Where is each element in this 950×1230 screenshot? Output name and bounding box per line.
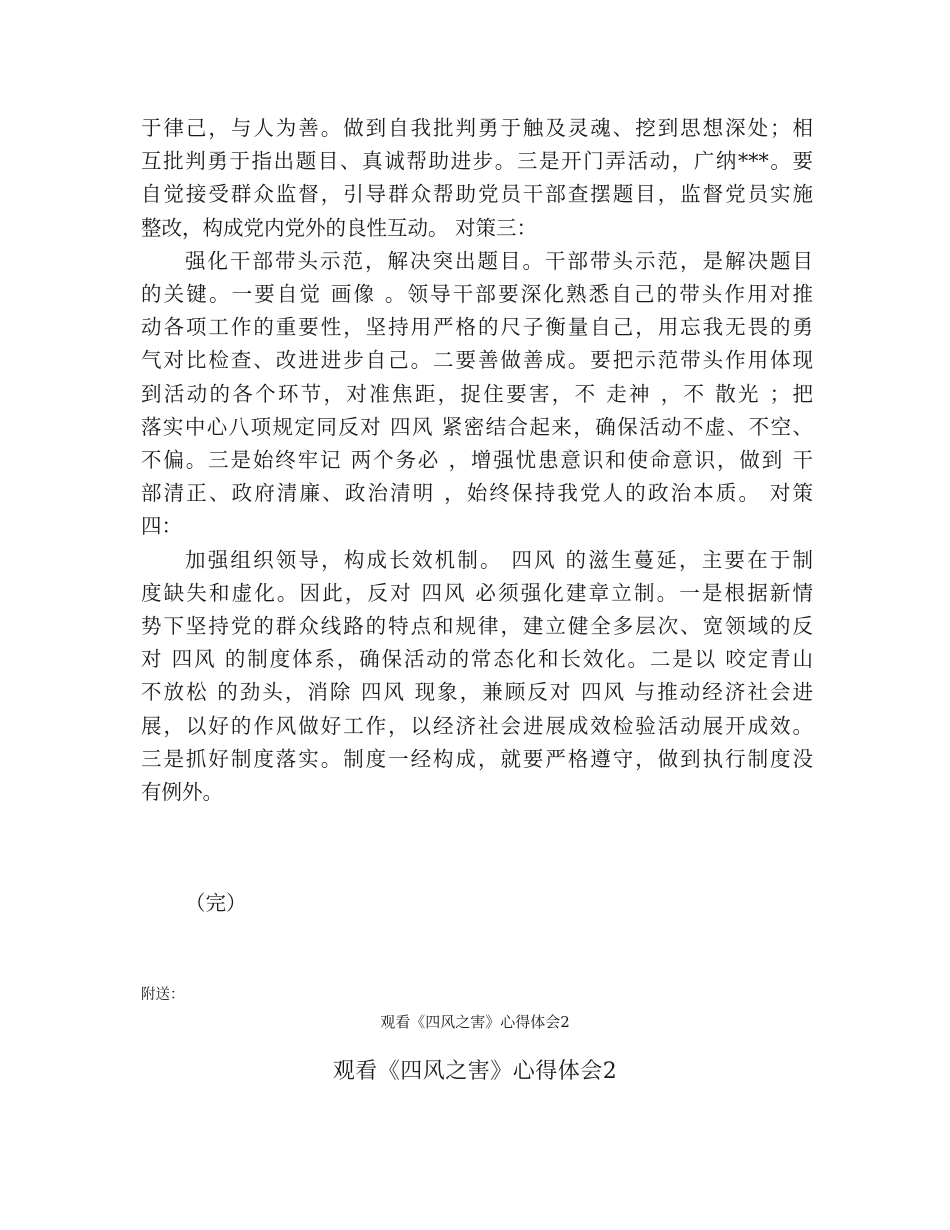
text-line: 落实中心八项规定同反对 四风 紧密结合起来，确保活动不虚、不空、 xyxy=(141,414,813,439)
attachment-subtitle: 观看《四风之害》心得体会2 xyxy=(380,1013,570,1031)
body-text xyxy=(141,112,813,809)
paragraph-first-line: 加强组织领导，构成长效机制。 四风 的滋生蔓延，主要在于制 xyxy=(185,547,813,572)
text-line: 互批判勇于指出题目、真诚帮助进步。三是开门弄活动，广纳***。要 xyxy=(141,149,813,174)
text-line: 三是抓好制度落实。制度一经构成，就要严格遵守，做到执行制度没 xyxy=(141,746,813,771)
text-line: 到活动的各个环节，对准焦距，捉住要害，不 走神 ，不 散光 ；把 xyxy=(141,381,813,406)
text-line: 展，以好的作风做好工作，以经济社会进展成效检验活动展开成效。 xyxy=(141,713,813,738)
text-line: 整改，构成党内党外的良性互动。 对策三： xyxy=(141,215,538,240)
text-line: 气对比检查、改进进步自己。二要善做善成。要把示范带头作用体现 xyxy=(141,348,813,373)
text-line: 度缺失和虚化。因此，反对 四风 必须强化建章立制。一是根据新情 xyxy=(141,580,813,605)
text-line: 于律己，与人为善。做到自我批判勇于触及灵魂、挖到思想深处；相 xyxy=(141,116,813,140)
attachment-title: 观看《四风之害》心得体会2 xyxy=(332,1059,618,1084)
text-line: 自觉接受群众监督，引导群众帮助党员干部查摆题目，监督党员实施 xyxy=(141,182,813,207)
paragraph-first-line: 强化干部带头示范，解决突出题目。干部带头示范，是解决题目 xyxy=(185,248,813,273)
text-line: 四： xyxy=(141,514,182,539)
end-mark: （完） xyxy=(185,891,247,915)
text-line: 势下坚持党的群众线路的特点和规律，建立健全多层次、宽领域的反 xyxy=(141,614,813,639)
text-line: 部清正、政府清廉、政治清明 ，始终保持我党人的政治本质。 对策 xyxy=(141,481,813,506)
text-line: 的关键。一要自觉 画像 。领导干部要深化熟悉自己的带头作用对推 xyxy=(141,282,813,307)
text-line: 动各项工作的重要性，坚持用严格的尺子衡量自己，用忘我无畏的勇 xyxy=(141,315,813,340)
text-line: 对 四风 的制度体系，确保活动的常态化和长效化。二是以 咬定青山 xyxy=(141,647,813,672)
attachment-label: 附送： xyxy=(141,987,185,1003)
text-line: 不放松 的劲头，消除 四风 现象，兼顾反对 四风 与推动经济社会进 xyxy=(141,680,813,705)
text-line: 有例外。 xyxy=(141,780,223,805)
text-line: 不偏。三是始终牢记 两个务必 ，增强忧患意识和使命意识，做到 干 xyxy=(141,448,813,473)
